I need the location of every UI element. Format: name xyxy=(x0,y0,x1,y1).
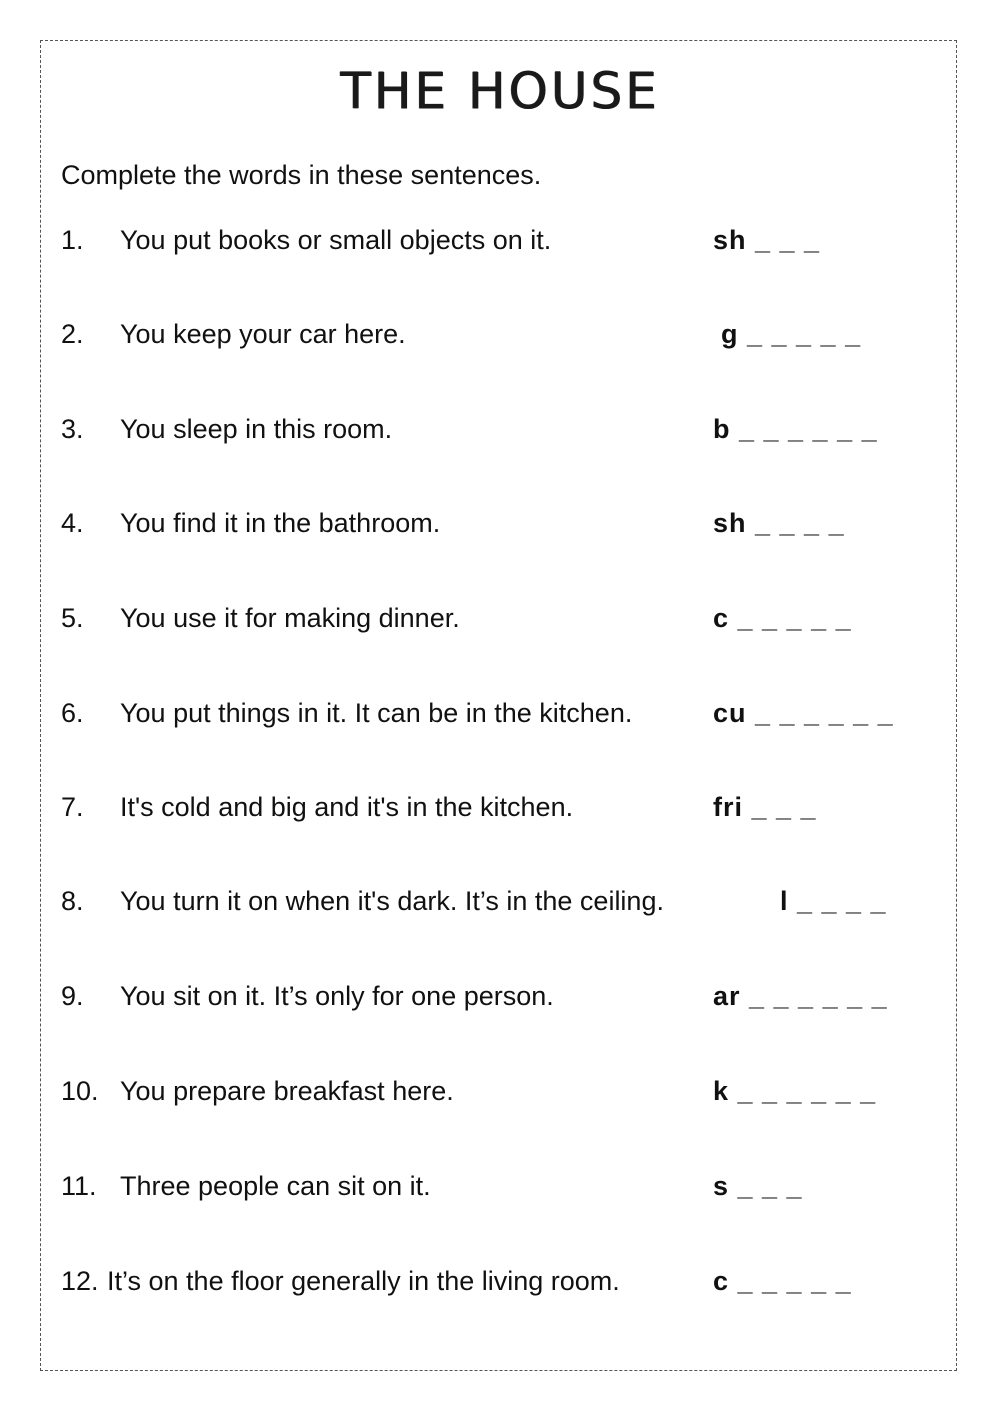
answer-hint: b _ _ _ _ _ _ xyxy=(713,414,878,444)
question-4 xyxy=(61,503,941,543)
question-number: 2. xyxy=(61,319,84,349)
question-10 xyxy=(61,1071,941,1111)
question-number: 11. xyxy=(61,1171,97,1201)
answer-hint: cu _ _ _ _ _ _ xyxy=(713,698,894,728)
question-number: 9. xyxy=(61,981,84,1011)
question-3 xyxy=(61,409,941,449)
answer-hint: k _ _ _ _ _ _ xyxy=(713,1076,877,1106)
answer-hint: fri _ _ _ xyxy=(713,792,817,822)
question-text: You put books or small objects on it. xyxy=(120,225,552,255)
question-text: You sit on it. It’s only for one person. xyxy=(120,981,554,1011)
instructions: Complete the words in these sentences. xyxy=(61,160,542,190)
question-text: It's cold and big and it's in the kitchen. xyxy=(120,792,574,822)
answer-hint: l _ _ _ _ xyxy=(780,886,887,916)
question-text: You turn it on when it's dark. It’s in the ceiling. xyxy=(120,886,664,916)
question-text: You use it for making dinner. xyxy=(120,603,460,633)
answer-hint: sh _ _ _ xyxy=(713,225,821,255)
question-number: 7. xyxy=(61,792,84,822)
question-text: Three people can sit on it. xyxy=(120,1171,431,1201)
question-11 xyxy=(61,1166,941,1206)
question-7 xyxy=(61,787,941,827)
answer-hint: ar _ _ _ _ _ _ xyxy=(713,981,888,1011)
question-number: 8. xyxy=(61,886,84,916)
question-number: 10. xyxy=(61,1076,99,1106)
answer-hint: s _ _ _ xyxy=(713,1171,803,1201)
question-number: 5. xyxy=(61,603,84,633)
question-text: You sleep in this room. xyxy=(120,414,393,444)
question-number: 12. xyxy=(61,1266,99,1296)
answer-hint: c _ _ _ _ _ xyxy=(713,1266,852,1296)
answer-hint: c _ _ _ _ _ xyxy=(713,603,852,633)
question-2 xyxy=(61,314,941,354)
question-text: You put things in it. It can be in the kitchen. xyxy=(120,698,633,728)
question-text: You keep your car here. xyxy=(120,319,406,349)
question-number: 1. xyxy=(61,225,84,255)
question-text: It’s on the floor generally in the living room. xyxy=(107,1266,620,1296)
question-12 xyxy=(61,1261,941,1301)
answer-hint: sh _ _ _ _ xyxy=(713,508,845,538)
answer-hint: g _ _ _ _ _ xyxy=(721,319,862,349)
question-number: 3. xyxy=(61,414,84,444)
question-9 xyxy=(61,976,941,1016)
question-text: You find it in the bathroom. xyxy=(120,508,441,538)
question-5 xyxy=(61,598,941,638)
question-number: 4. xyxy=(61,508,84,538)
question-text: You prepare breakfast here. xyxy=(120,1076,454,1106)
question-1 xyxy=(61,220,941,260)
worksheet-title: THE HOUSE xyxy=(340,62,660,120)
question-number: 6. xyxy=(61,698,84,728)
question-8 xyxy=(61,881,941,921)
question-6 xyxy=(61,693,941,733)
